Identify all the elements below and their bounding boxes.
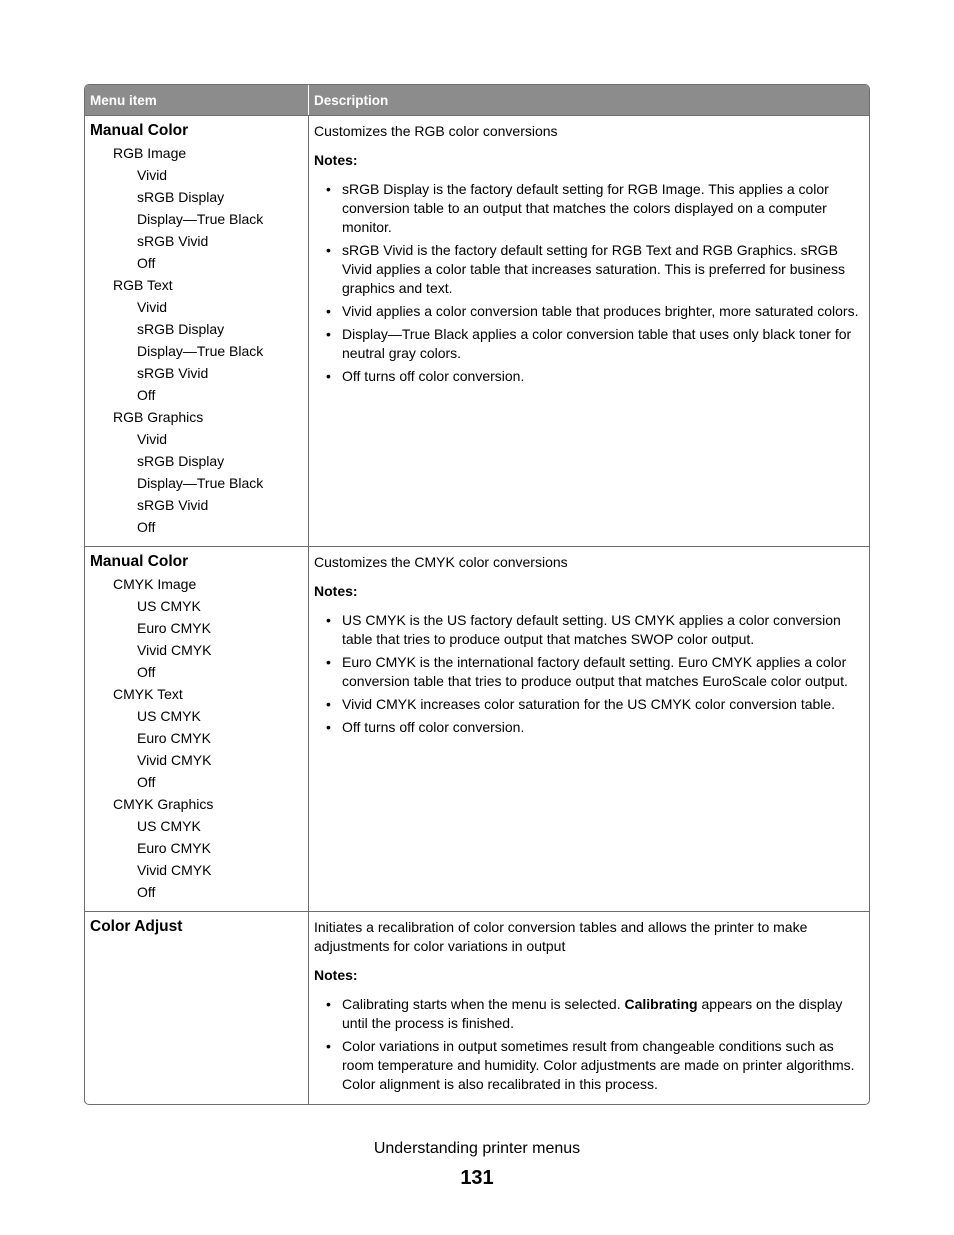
header-menu-item: Menu item [85,85,309,115]
description-text: Initiates a recalibration of color conversion tables and allows the printer to make adjustments for color variations in output [314,919,808,954]
submenu-item: CMYK Graphics [113,796,214,812]
menu-option: Vivid CMYK [137,752,212,768]
note-item [314,1037,865,1094]
menu-option: Vivid [137,299,168,315]
note-text: Calibrating starts when the menu is selected. [342,996,625,1012]
bullet-icon: • [326,326,331,342]
menu-option: Vivid [137,431,168,447]
table-row [85,911,869,1104]
bullet-icon: • [326,696,331,712]
note-item [314,367,865,386]
table-row [85,546,869,911]
note-text: Display—True Black applies a color conversion table that uses only black toner for neutral gray colors. [342,326,852,361]
submenu-item: CMYK Text [113,686,183,702]
note-text: appears on the display until the process is finished. [342,996,843,1031]
note-item [314,241,865,298]
notes-label: Notes: [314,967,358,983]
table-header [85,85,869,115]
menu-item-cell [85,116,309,546]
note-text: Vivid CMYK increases color saturation for the US CMYK color conversion table. [342,696,836,712]
bullet-icon: • [326,242,331,258]
note-text: sRGB Display is the factory default setting for RGB Image. This applies a color conversion table to an output that matches the colors displayed on a computer monitor. [342,181,829,235]
menu-option: Off [137,255,156,271]
menu-option: Display—True Black [137,211,264,227]
note-item [314,325,865,363]
note-text: US CMYK is the US factory default setting. US CMYK applies a color conversion table that tries to produce output that matches SWOP color output. [342,612,841,647]
menu-option: Vivid CMYK [137,862,212,878]
menu-option: sRGB Vivid [137,233,209,249]
menu-title: Manual Color [90,122,189,139]
menu-option: Off [137,519,156,535]
description-cell [309,547,869,911]
menu-title: Color Adjust [90,918,183,935]
menu-option: Euro CMYK [137,840,211,856]
table-row [85,115,869,546]
bullet-icon: • [326,181,331,197]
menu-option: Display—True Black [137,343,264,359]
note-item [314,653,865,691]
submenu-item: RGB Image [113,145,187,161]
menu-table [84,84,870,1105]
menu-option: Euro CMYK [137,620,211,636]
note-item [314,995,865,1033]
bullet-icon: • [326,612,331,628]
notes-list [314,995,865,1094]
menu-title: Manual Color [90,553,189,570]
bullet-icon: • [326,719,331,735]
notes-list [314,611,865,737]
menu-item-cell [85,547,309,911]
description-text: Customizes the RGB color conversions [314,123,558,139]
menu-option: US CMYK [137,598,201,614]
note-text: Vivid applies a color conversion table that produces brighter, more saturated colors. [342,303,859,319]
note-item [314,611,865,649]
menu-option: Off [137,884,156,900]
menu-option: sRGB Vivid [137,497,209,513]
header-description: Description [314,93,389,108]
menu-option: US CMYK [137,708,201,724]
menu-option: sRGB Display [137,453,225,469]
note-item [314,180,865,237]
description-cell [309,116,869,546]
description-cell [309,912,869,1104]
submenu-item: RGB Graphics [113,409,204,425]
description-text: Customizes the CMYK color conversions [314,554,568,570]
table-body [85,115,869,1104]
bullet-icon: • [326,1038,331,1054]
submenu-item: CMYK Image [113,576,197,592]
note-text: Off turns off color conversion. [342,719,525,735]
footer-section-title: Understanding printer menus [373,1140,581,1157]
bullet-icon: • [326,654,331,670]
note-text: Color variations in output sometimes result from changeable conditions such as room temperature and humidity. Color adjustments are made on printer algorithms. Color alignment is also recalibrated in this process. [342,1038,855,1092]
menu-option: sRGB Vivid [137,365,209,381]
note-text: Euro CMYK is the international factory default setting. Euro CMYK applies a color conversion table that tries to produce output that matches EuroScale color output. [342,654,848,689]
note-item [314,302,865,321]
menu-option: Display—True Black [137,475,264,491]
bullet-icon: • [326,368,331,384]
note-text: sRGB Vivid is the factory default setting for RGB Text and RGB Graphics. sRGB Vivid applies a color table that increases saturation. This is preferred for business graphics and text. [342,242,845,296]
menu-option: US CMYK [137,818,201,834]
menu-item-cell [85,912,309,1104]
submenu-item: RGB Text [113,277,173,293]
note-text: Off turns off color conversion. [342,368,525,384]
menu-option: Euro CMYK [137,730,211,746]
page-number: 131 [460,1167,494,1189]
bullet-icon: • [326,303,331,319]
menu-option: sRGB Display [137,189,225,205]
note-emphasis: Calibrating [624,996,698,1012]
menu-option: Vivid CMYK [137,642,212,658]
note-item [314,695,865,714]
menu-option: Off [137,387,156,403]
menu-option: Off [137,664,156,680]
notes-list [314,180,865,386]
menu-option: Vivid [137,167,168,183]
notes-label: Notes: [314,152,358,168]
note-item [314,718,865,737]
bullet-icon: • [326,996,331,1012]
notes-label: Notes: [314,583,358,599]
menu-option: sRGB Display [137,321,225,337]
menu-option: Off [137,774,156,790]
